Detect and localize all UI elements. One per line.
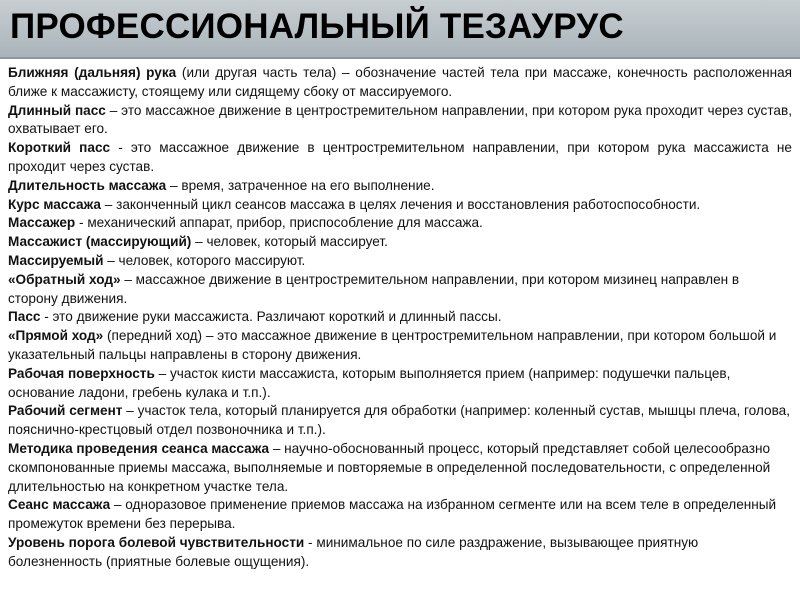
glossary-entry: [8, 64, 792, 102]
entry-term: Массируемый: [8, 252, 104, 268]
entry-definition: – одноразовое применение приемов массажа на избранном сегменте или на всем теле в определенный промежуток времени без перерыва.: [8, 497, 777, 532]
entry-term: Рабочий сегмент: [8, 403, 123, 419]
entry-term: Рабочая поверхность: [8, 365, 155, 381]
entry-definition: – это массажное движение в центростремительном направлении, при котором рука проходит через сустав, охватывает его.: [8, 102, 792, 137]
entry-term: Ближняя (дальняя) рука: [8, 65, 177, 80]
title-bar: [0, 0, 800, 59]
entry-definition: (или другая часть тела) – обозначение частей тела при массаже, конечность расположенная ближе к массажисту, стоящему или сидящему сбоку от массируемого.: [8, 65, 793, 99]
entry-definition: (передний ход) – это массажное движение в центростремительном направлении, при котором большой и указательный пальцы направлены в сторону движения.: [8, 328, 777, 362]
glossary-entry: [8, 102, 792, 140]
glossary-entry: [8, 496, 792, 534]
glossary-entry: [8, 327, 792, 365]
entry-definition: - это движение руки массажиста. Различают короткий и длинный пассы.: [40, 309, 502, 325]
glossary-entry: [8, 252, 792, 271]
glossary-entry: [8, 196, 792, 215]
entry-term: Массажер: [8, 215, 76, 231]
entry-definition: – научно-обоснованный процесс, который представляет собой целесообразно скомпонованные приемы массажа, выполняемые и повторяемые в определенной последовательности, с определенной длительностью на конкретном участке тела.: [8, 440, 771, 494]
glossary-entry: [8, 139, 792, 177]
entry-term: Уровень порога болевой чувствительности: [8, 534, 305, 550]
entry-term: Курс массажа: [8, 196, 101, 212]
glossary-entry: [8, 233, 792, 252]
glossary-entry: [8, 402, 792, 440]
entry-definition: – законченный цикл сеансов массажа в целях лечения и восстановления работоспособности.: [100, 196, 701, 212]
glossary-entry: [8, 214, 792, 233]
entry-term: Массажист (массирующий): [8, 234, 192, 250]
glossary-entry: [8, 440, 792, 496]
glossary-entry: [8, 534, 792, 572]
entry-term: Длительность массажа: [8, 177, 167, 193]
entry-term: Длинный пасс: [8, 102, 106, 118]
entry-definition: - механический аппарат, прибор, приспособление для массажа.: [75, 215, 483, 231]
glossary-entry: [8, 308, 792, 327]
entry-definition: - это массажное движение в центростремительном направлении, при котором рука массажиста не проходит через сустав.: [8, 140, 792, 174]
entry-definition: – участок кисти массажиста, которым выполняется прием (например: подушечки пальцев, основание ладони, гребень кулака и т.п.).: [8, 365, 731, 400]
entry-definition: – массажное движение в центростремительном направлении, при котором мизинец направлен в сторону движения.: [8, 271, 740, 306]
entry-term: Сеанс массажа: [8, 497, 111, 513]
entry-term: «Обратный ход»: [8, 271, 121, 287]
glossary-entry: [8, 365, 792, 403]
entry-definition: – человек, который массирует.: [191, 234, 388, 250]
entry-definition: - минимальное по силе раздражение, вызывающее приятную болезненность (приятные болевые ощущения).: [8, 534, 699, 569]
page-title: ПРОФЕССИОНАЛЬНЫЙ ТЕЗАУРУС: [10, 7, 624, 46]
entry-term: Пасс: [8, 309, 41, 325]
entry-definition: – человек, которого массируют.: [103, 252, 306, 268]
entry-term: «Прямой ход»: [8, 328, 104, 344]
glossary: [8, 64, 792, 572]
glossary-entry: [8, 271, 792, 309]
entry-definition: – время, затраченное на его выполнение.: [166, 177, 435, 193]
entry-term: Методика проведения сеанса массажа: [8, 440, 270, 456]
glossary-entry: [8, 177, 792, 196]
entry-term: Короткий пасс: [8, 140, 111, 156]
entry-definition: – участок тела, который планируется для обработки (например: коленный сустав, мышцы плеча, голова, пояснично-крестцовый отдел позвоночника и т.п.).: [8, 403, 790, 438]
